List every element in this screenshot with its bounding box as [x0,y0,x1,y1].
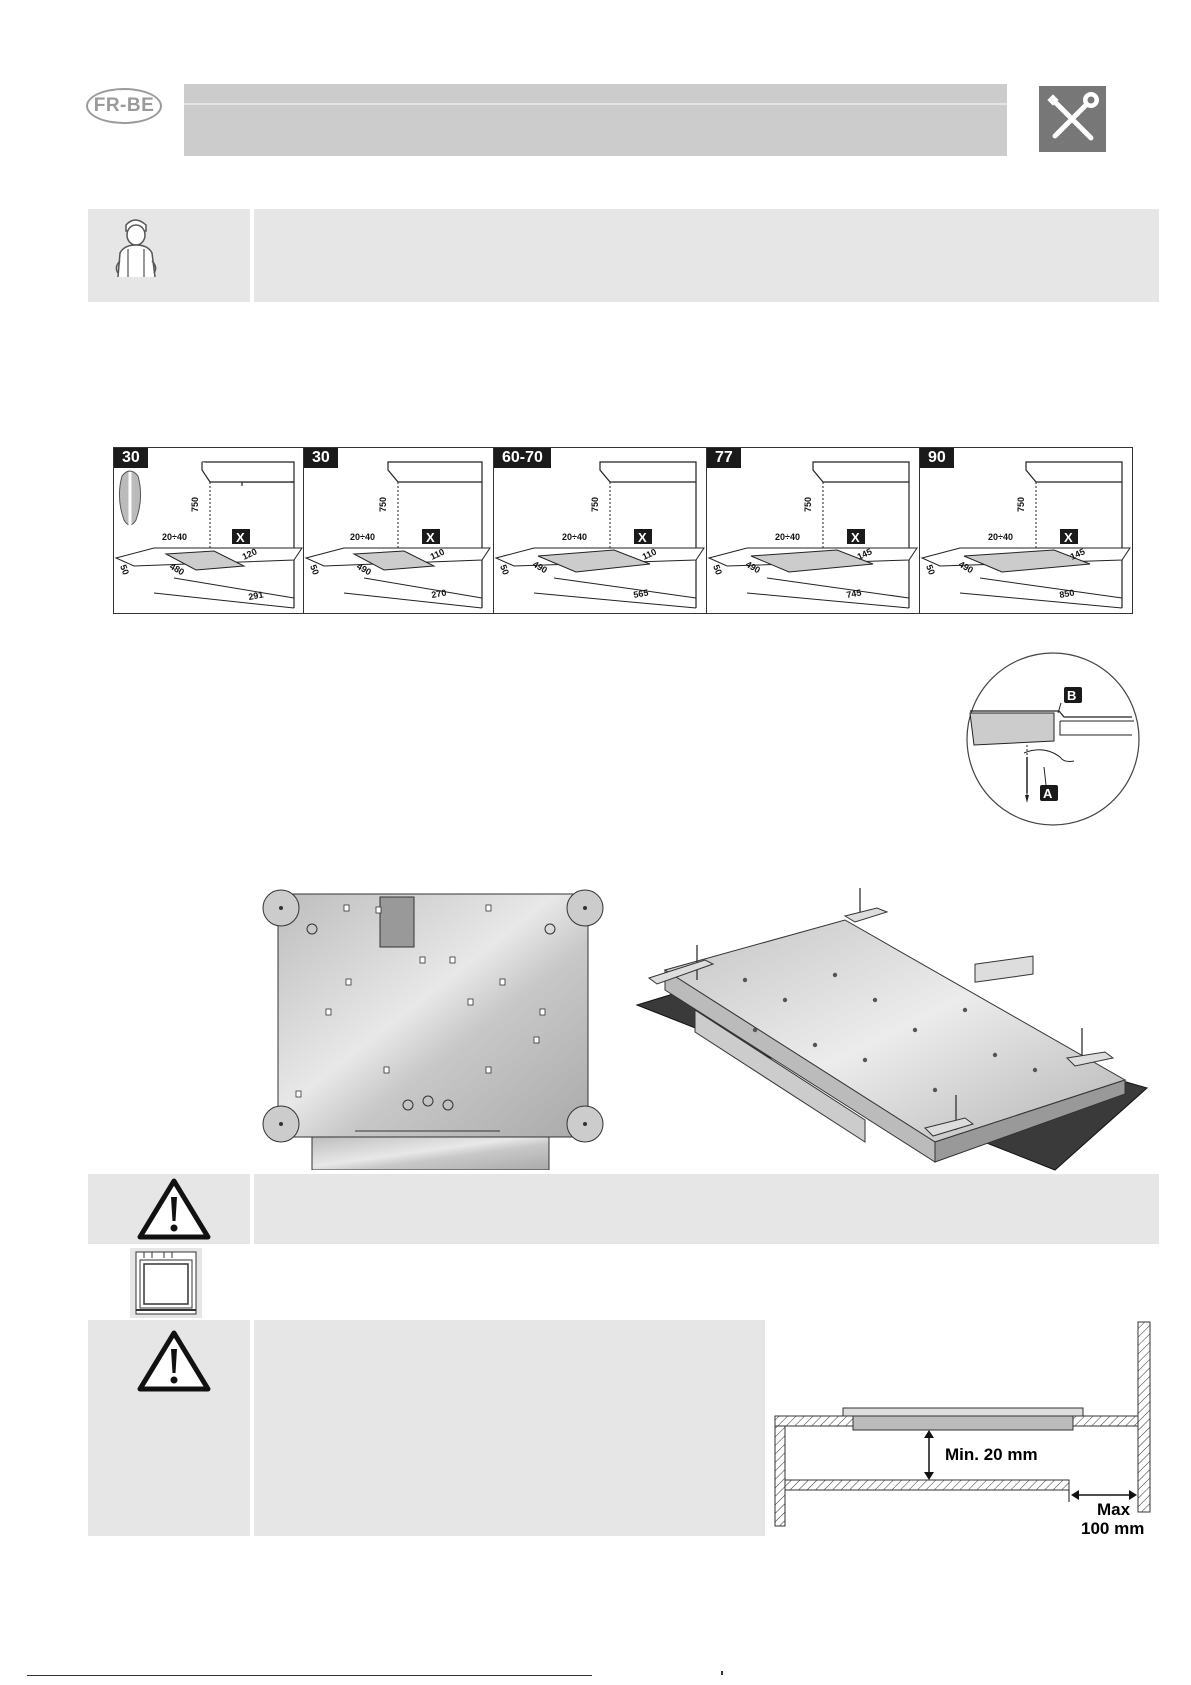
dim-750: 750 [190,496,200,512]
label-b: B [1067,688,1077,703]
cutout-diagram-strip [113,447,1133,614]
hob-perspective-view [635,880,1150,1172]
dim-front: 50 [308,563,321,577]
x-marker: X [638,530,647,545]
x-marker: X [1064,530,1073,545]
max-label-line2: 100 mm [1081,1519,1145,1538]
dim-gap: 20÷40 [562,532,587,542]
min-clearance-label: Min. 20 mm [945,1445,1038,1464]
dim-front: 50 [498,563,511,577]
diagram-tag: 30 [114,448,148,468]
diagram-tag: 60-70 [494,448,551,468]
dim-side: 120 [240,546,259,562]
diagram-tag: 30 [304,448,338,468]
dim-front: 50 [118,563,131,577]
dim-cut: 565 [632,587,650,600]
installer-note-panel [88,209,1159,302]
cutout-diagram-90 [920,448,1132,613]
diagram-tag: 90 [920,448,954,468]
dim-gap: 20÷40 [775,532,800,542]
dim-side: 110 [428,546,447,562]
footer-mark [721,1671,723,1675]
clearance-diagram [773,1320,1158,1542]
dim-side: 145 [1068,546,1087,562]
dim-750: 750 [803,496,813,512]
dim-gap: 20÷40 [162,532,187,542]
footer-rule [27,1675,592,1676]
panel-separator [250,1174,254,1244]
dim-width-depth: 490 [744,559,763,576]
panel-separator [250,1320,254,1536]
label-a: A [1043,786,1053,801]
header-bar [184,84,1007,156]
dim-width-depth: 490 [531,559,550,576]
dim-750: 750 [590,496,600,512]
dim-gap: 20÷40 [988,532,1013,542]
cutout-diagram-30b [304,448,494,613]
dim-width-depth: 480 [168,561,187,578]
x-marker: X [236,530,245,545]
dim-gap: 20÷40 [350,532,375,542]
hob-bottom-view [260,887,605,1170]
max-label-line1: Max [1097,1500,1131,1519]
warning-panel-1 [88,1174,1159,1244]
dim-cut: 745 [845,587,863,600]
dim-750: 750 [1016,496,1026,512]
built-in-oven-icon [130,1248,202,1318]
dim-side: 110 [640,546,659,562]
header-divider [184,103,1007,105]
installer-person-icon [100,211,170,281]
language-badge: FR-BE [86,88,162,124]
dim-width-depth: 490 [355,561,374,578]
cutout-diagram-77 [707,448,920,613]
dim-side: 145 [855,546,874,562]
dim-cut: 850 [1058,587,1076,600]
dim-front: 50 [924,563,937,577]
dim-width-depth: 490 [957,559,976,576]
panel-separator [250,209,254,302]
cutout-diagram-30a [114,448,304,613]
warning-triangle-icon [136,1177,212,1241]
cutout-diagram-60-70 [494,448,707,613]
dim-750: 750 [378,496,388,512]
fixing-detail-circle [964,645,1142,833]
dim-cut: 291 [247,589,265,602]
dim-cut: 270 [430,587,448,600]
x-marker: X [426,530,435,545]
dim-front: 50 [711,563,724,577]
warning-triangle-icon [136,1329,212,1393]
x-marker: X [851,530,860,545]
diagram-tag: 77 [707,448,741,468]
wrench-screwdriver-icon [1039,86,1106,152]
